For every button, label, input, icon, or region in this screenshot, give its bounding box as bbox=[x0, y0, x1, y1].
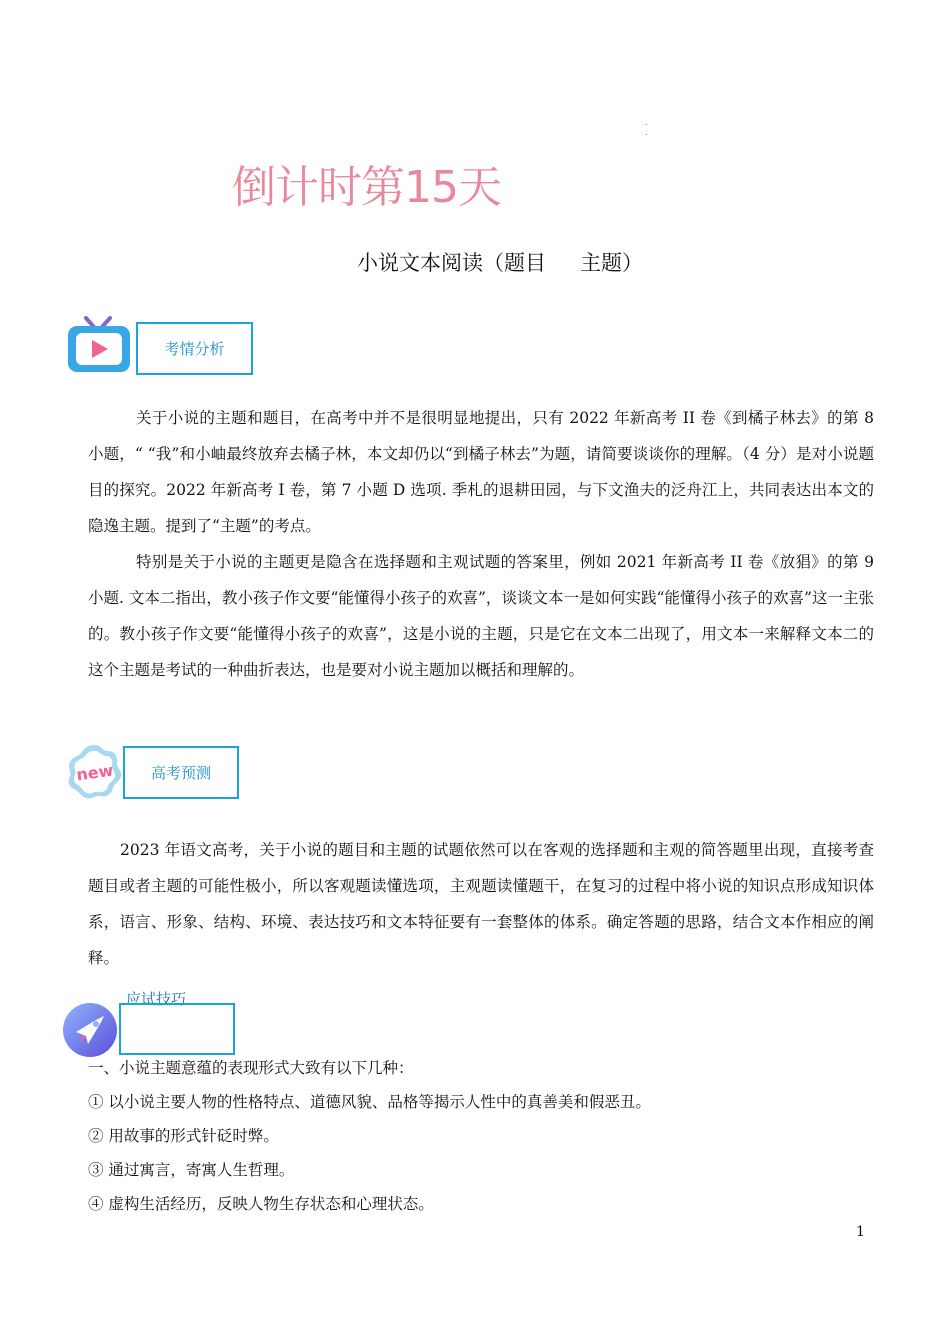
page-title-part2: 主题） bbox=[580, 251, 643, 275]
page-title bbox=[357, 248, 643, 278]
section2-body bbox=[88, 832, 874, 976]
paragraph: 2023 年语文高考，关于小说的题目和主题的试题依然可以在客观的选择题和主观的简答题里出现，直接考查题目或者主题的可能性极小，所以客观题读懂选项，主观题读懂题干，在复习的过程中将小说的知识点形成知识体系，语言、形象、结构、环境、表达技巧和文本特征要有一套整体的体系。确定答题的思路，结合文本作相应的阐释。 bbox=[88, 841, 874, 967]
list-item: ① 以小说主要人物的性格特点、道德风貌、品格等揭示人性中的真善美和假恶丑。 bbox=[88, 1093, 651, 1111]
tv-play-icon bbox=[66, 314, 132, 374]
new-badge-text: new bbox=[75, 760, 115, 785]
page-title-part1: 小说文本阅读（题目 bbox=[357, 251, 546, 275]
list-item: ④ 虚构生活经历，反映人物生存状态和心理状态。 bbox=[88, 1195, 434, 1213]
section-label-exam-forecast: 高考预测 bbox=[123, 746, 239, 799]
section-label-exam-analysis: 考情分析 bbox=[136, 322, 253, 375]
list-item: ③ 通过寓言，寄寓人生哲理。 bbox=[88, 1161, 295, 1179]
header-dots: . . bbox=[645, 118, 648, 137]
rocket-icon bbox=[62, 1002, 118, 1058]
list-item: ② 用故事的形式针砭时弊。 bbox=[88, 1127, 279, 1145]
section1-body bbox=[88, 400, 874, 688]
paragraph: 特别是关于小说的主题更是隐含在选择题和主观试题的答案里，例如 2021 年新高考 II 卷《放猖》的第 9 小题. 文本二指出，教小孩子作文要“能懂得小孩子的欢喜”，谈谈文本一是如何实践“能懂得小孩子的欢喜”这一主张的。教小孩子作文要“能懂得小孩子的欢喜”，这是小说的主题，只是它在文本二出现了，用文本一来解释文本二的这个主题是考试的一种曲折表达，也是要对小说主题加以概括和理解的。 bbox=[88, 553, 874, 679]
section3-body bbox=[88, 1051, 874, 1221]
list-item: 一、小说主题意蕴的表现形式大致有以下几种： bbox=[88, 1059, 414, 1077]
section-label-exam-skills: 应试技巧 bbox=[126, 990, 187, 1008]
section-label-box bbox=[119, 1003, 235, 1055]
page-number: 1 bbox=[856, 1224, 865, 1240]
paragraph: 关于小说的主题和题目，在高考中并不是很明显地提出，只有 2022 年新高考 II 卷《到橘子林去》的第 8 小题，“ “我”和小岫最终放弃去橘子林，本文却仍以“到橘子林去”为题，请简要谈谈你的理解。（4 分）是对小说题目的探究。2022 年新高考 I 卷，第 7 小题 D 选项. 季札的退耕田园，与下文渔夫的泛舟江上，共同表达出本文的隐逸主题。提到了“主题”的考点。 bbox=[88, 409, 874, 535]
new-badge-icon bbox=[64, 742, 126, 802]
countdown-title: 倒计时第15天 bbox=[232, 162, 501, 213]
